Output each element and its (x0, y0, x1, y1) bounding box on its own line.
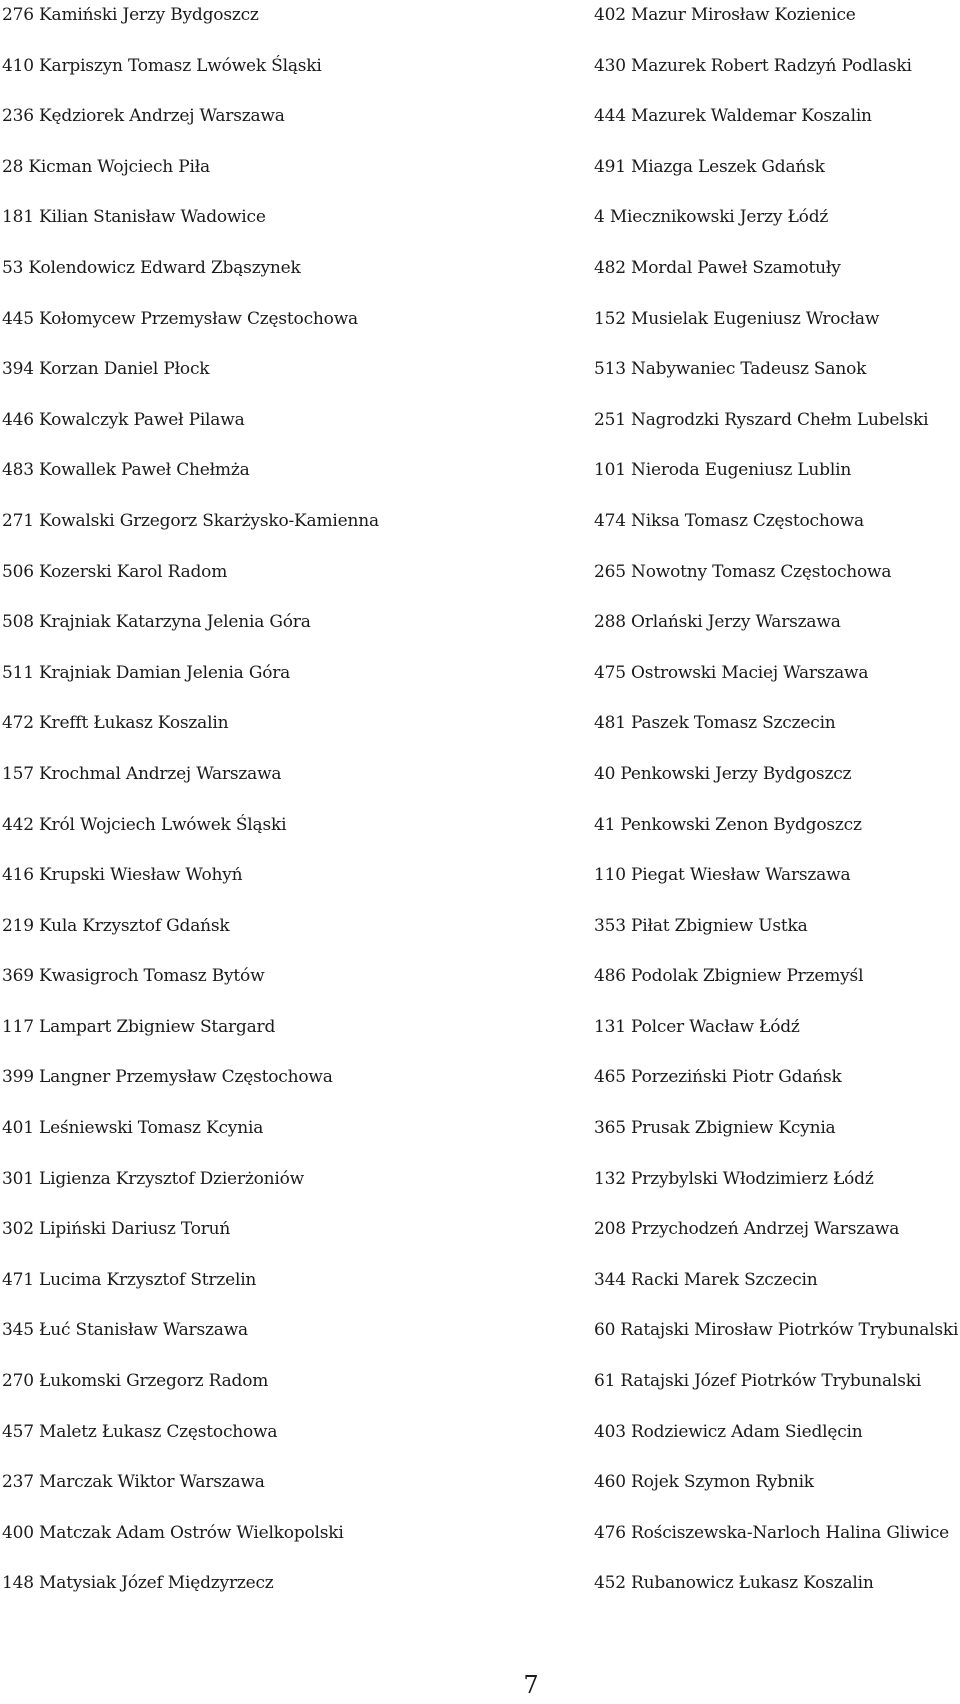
right-list-entry: 486 Podolak Zbigniew Przemyśl (594, 966, 864, 987)
left-list-entry: 53 Kolendowicz Edward Zbąszynek (2, 257, 301, 278)
left-list-entry: 508 Krajniak Katarzyna Jelenia Góra (2, 612, 311, 633)
right-list-entry: 491 Miazga Leszek Gdańsk (594, 156, 825, 177)
right-list-entry: 251 Nagrodzki Ryszard Chełm Lubelski (594, 409, 929, 430)
left-list-entry: 445 Kołomycew Przemysław Częstochowa (2, 308, 358, 329)
left-list-entry: 219 Kula Krzysztof Gdańsk (2, 915, 230, 936)
right-list-entry: 482 Mordal Paweł Szamotuły (594, 257, 841, 278)
right-list-entry: 152 Musielak Eugeniusz Wrocław (594, 308, 880, 329)
right-list-entry: 465 Porzeziński Piotr Gdańsk (594, 1067, 842, 1088)
left-list-entry: 148 Matysiak Józef Międzyrzecz (2, 1573, 274, 1594)
left-list-entry: 442 Król Wojciech Lwówek Śląski (2, 814, 287, 835)
right-list-entry: 344 Racki Marek Szczecin (594, 1269, 818, 1290)
right-list-entry: 4 Miecznikowski Jerzy Łódź (594, 207, 829, 228)
left-list-entry: 276 Kamiński Jerzy Bydgoszcz (2, 5, 259, 25)
left-list-entry: 416 Krupski Wiesław Wohyń (2, 865, 243, 886)
right-list-entry: 61 Ratajski Józef Piotrków Trybunalski (594, 1371, 922, 1392)
left-list-entry: 301 Ligienza Krzysztof Dzierżoniów (2, 1168, 305, 1189)
left-list-entry: 270 Łukomski Grzegorz Radom (2, 1371, 269, 1392)
right-list-entry: 353 Piłat Zbigniew Ustka (594, 915, 808, 936)
right-list-entry: 288 Orlański Jerzy Warszawa (594, 612, 841, 633)
left-list-entry: 369 Kwasigroch Tomasz Bytów (2, 966, 265, 987)
right-list-entry: 481 Paszek Tomasz Szczecin (594, 713, 836, 734)
left-column-list (2, 0, 562, 1619)
right-list-entry: 208 Przychodzeń Andrzej Warszawa (594, 1219, 900, 1240)
left-list-entry: 237 Marczak Wiktor Warszawa (2, 1472, 265, 1493)
right-list-entry: 402 Mazur Mirosław Kozienice (594, 5, 856, 25)
left-list-entry: 236 Kędziorek Andrzej Warszawa (2, 106, 285, 127)
right-list-entry: 444 Mazurek Waldemar Koszalin (594, 106, 872, 127)
left-list-entry: 157 Krochmal Andrzej Warszawa (2, 763, 282, 784)
right-list-entry: 460 Rojek Szymon Rybnik (594, 1472, 814, 1493)
right-list-entry: 131 Polcer Wacław Łódź (594, 1016, 800, 1037)
left-list-entry: 271 Kowalski Grzegorz Skarżysko-Kamienna (2, 510, 379, 531)
left-list-entry: 471 Lucima Krzysztof Strzelin (2, 1269, 257, 1290)
left-list-entry: 399 Langner Przemysław Częstochowa (2, 1067, 333, 1088)
right-list-entry: 403 Rodziewicz Adam Siedlęcin (594, 1421, 863, 1442)
left-list-entry: 302 Lipiński Dariusz Toruń (2, 1219, 231, 1240)
right-list-entry: 452 Rubanowicz Łukasz Koszalin (594, 1573, 874, 1594)
left-list-entry: 457 Maletz Łukasz Częstochowa (2, 1421, 278, 1442)
left-list-entry: 400 Matczak Adam Ostrów Wielkopolski (2, 1522, 344, 1543)
page-number: 7 (523, 1671, 539, 1699)
right-list-entry: 265 Nowotny Tomasz Częstochowa (594, 561, 892, 582)
left-list-entry: 394 Korzan Daniel Płock (2, 359, 210, 380)
left-list-entry: 117 Lampart Zbigniew Stargard (2, 1016, 276, 1037)
left-list-entry: 483 Kowallek Paweł Chełmża (2, 460, 250, 481)
left-list-entry: 181 Kilian Stanisław Wadowice (2, 207, 266, 228)
right-list-entry: 60 Ratajski Mirosław Piotrków Trybunalski (594, 1320, 959, 1341)
left-list-entry: 472 Krefft Łukasz Koszalin (2, 713, 229, 734)
right-list-entry: 430 Mazurek Robert Radzyń Podlaski (594, 55, 912, 76)
right-list-entry: 475 Ostrowski Maciej Warszawa (594, 662, 869, 683)
right-list-entry: 474 Niksa Tomasz Częstochowa (594, 510, 864, 531)
right-list-entry: 132 Przybylski Włodzimierz Łódź (594, 1168, 874, 1189)
right-list-entry: 101 Nieroda Eugeniusz Lublin (594, 460, 852, 481)
right-list-entry: 110 Piegat Wiesław Warszawa (594, 865, 851, 886)
right-list-entry: 513 Nabywaniec Tadeusz Sanok (594, 359, 867, 380)
left-list-entry: 506 Kozerski Karol Radom (2, 561, 228, 582)
left-list-entry: 401 Leśniewski Tomasz Kcynia (2, 1118, 264, 1139)
right-list-entry: 41 Penkowski Zenon Bydgoszcz (594, 814, 862, 835)
right-list-entry: 40 Penkowski Jerzy Bydgoszcz (594, 763, 852, 784)
left-list-entry: 511 Krajniak Damian Jelenia Góra (2, 662, 291, 683)
left-list-entry: 446 Kowalczyk Paweł Pilawa (2, 409, 245, 430)
right-column-list (594, 0, 960, 1619)
left-list-entry: 410 Karpiszyn Tomasz Lwówek Śląski (2, 55, 322, 76)
right-list-entry: 365 Prusak Zbigniew Kcynia (594, 1118, 836, 1139)
left-list-entry: 345 Łuć Stanisław Warszawa (2, 1320, 248, 1341)
right-list-entry: 476 Rościszewska-Narloch Halina Gliwice (594, 1522, 949, 1543)
left-list-entry: 28 Kicman Wojciech Piła (2, 156, 210, 177)
